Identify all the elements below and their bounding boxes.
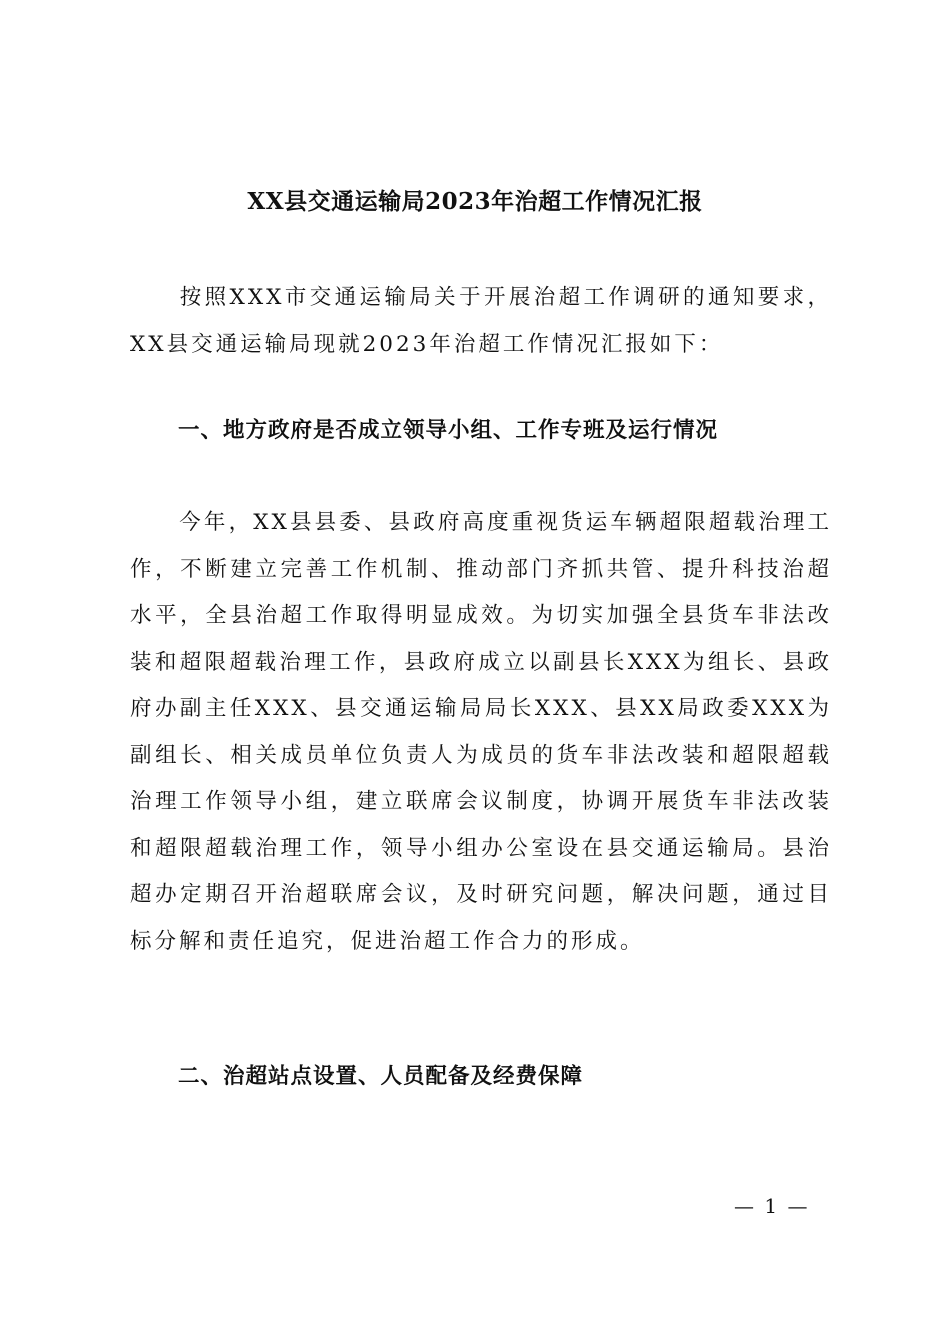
- section-1-paragraph: 今年，XX县县委、县政府高度重视货运车辆超限超载治理工作，不断建立完善工作机制、推动部门齐抓共管、提升科技治超水平，全县治超工作取得明显成效。为切实加强全县货车非法改装和超限超载治理工作，县政府成立以副县长XXX为组长、县政府办副主任XXX、县交通运输局局长XXX、县XX局政委XXX为副组长、相关成员单位负责人为成员的货车非法改装和超限超载治理工作领导小组，建立联席会议制度，协调开展货车非法改装和超限超载治理工作，领导小组办公室设在县交通运输局。县治超办定期召开治超联席会议，及时研究问题，解决问题，通过目标分解和责任追究，促进治超工作合力的形成。: [130, 510, 832, 954]
- section-2-heading: 二、治超站点设置、人员配备及经费保障: [178, 1064, 584, 1089]
- page-number: — 1 —: [734, 1194, 810, 1218]
- document-title: XX县交通运输局2023年治超工作情况汇报: [247, 188, 703, 215]
- intro-paragraph: 按照XXX市交通运输局关于开展治超工作调研的通知要求，XX县交通运输局现就2023年治超工作情况汇报如下：: [130, 285, 832, 357]
- section-1-heading: 一、地方政府是否成立领导小组、工作专班及运行情况: [178, 418, 719, 443]
